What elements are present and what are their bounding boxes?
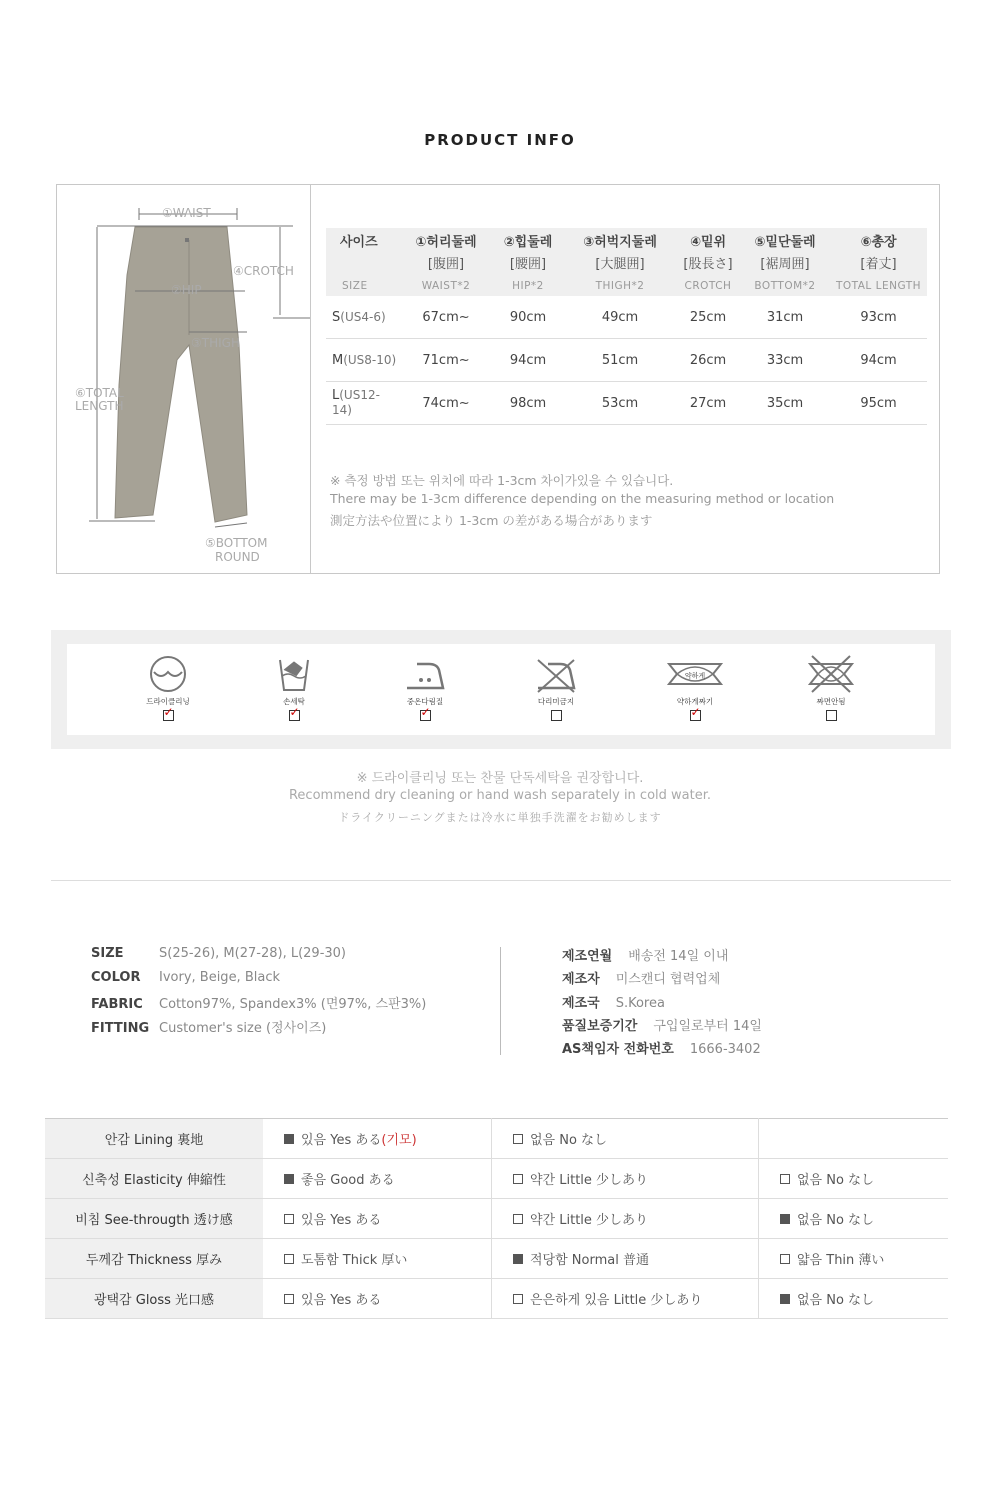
attr-label: 비침 See-througth 透け感 (45, 1199, 263, 1239)
total-length-label-1: ⑥TOTAL (75, 386, 124, 400)
option-checkbox (284, 1254, 294, 1264)
spec-size: SIZE S(25-26), M(27-28), L(29-30) (91, 946, 346, 961)
pants-diagram (57, 185, 311, 573)
wring-gently-icon (665, 654, 725, 694)
option-checkbox (513, 1174, 523, 1184)
care-note-ko: ※ 드라이클리닝 또는 찬물 단독세탁을 권장합니다. (356, 771, 644, 786)
attr-option: 얇음 Thin 薄い (759, 1239, 949, 1279)
spec-manufacture-date: 제조연월 배송전 14일 이내 (562, 949, 729, 964)
measure-note-ko: ※ 측정 방법 또는 위치에 따라 1-3cm 차이가있을 수 있습니다. (330, 473, 674, 488)
value-cell: 95cm (830, 382, 927, 425)
attr-label: 신축성 Elasticity 伸縮性 (45, 1159, 263, 1199)
option-checkbox (284, 1214, 294, 1224)
value-cell: 90cm (492, 296, 564, 339)
attr-label: 두께감 Thickness 厚み (45, 1239, 263, 1279)
option-checkbox (513, 1214, 523, 1224)
option-checkbox (284, 1174, 294, 1184)
value-cell: 94cm (492, 339, 564, 382)
option-checkbox (780, 1254, 790, 1264)
attr-option: 은은하게 있음 Little 少しあり (492, 1279, 759, 1319)
care-label: 약하게짜기 (676, 697, 714, 706)
attr-label: 안감 Lining 裏地 (45, 1119, 263, 1159)
size-cell: M(US8-10) (326, 339, 400, 382)
size-row-l (326, 382, 927, 425)
header-waist: ①허리둘레 [腹囲] WAIST*2 (400, 228, 492, 296)
care-label: 중온다림질 (406, 697, 444, 706)
header-size: 사이즈 SIZE (326, 228, 400, 296)
value-cell: 53cm (564, 382, 676, 425)
care-label: 손세탁 (283, 697, 305, 706)
attr-option: 있음 Yes ある (263, 1199, 492, 1239)
care-checkbox (690, 710, 701, 721)
section-divider (51, 880, 951, 881)
iron-icon (403, 654, 447, 694)
care-panel (51, 630, 951, 749)
value-cell: 51cm (564, 339, 676, 382)
attr-option: 좋음 Good ある (263, 1159, 492, 1199)
care-label: 드라이클리닝 (146, 697, 190, 706)
thigh-label: ③THIGH (191, 336, 240, 350)
pants-illustration (57, 185, 310, 573)
spec-color: COLOR Ivory, Beige, Black (91, 970, 280, 985)
care-panel-inner (67, 644, 935, 735)
measure-note-en: There may be 1-3cm difference depending on the measuring method or location (330, 491, 835, 506)
option-checkbox (513, 1294, 523, 1304)
attr-option: 도톰함 Thick 厚い (263, 1239, 492, 1279)
value-cell: 74cm~ (400, 382, 492, 425)
bottom-round-label-2: ROUND (215, 550, 260, 564)
care-note-jp: ドライクリーニングまたは冷水に単独手洗濯をお勧めします (338, 811, 662, 824)
attr-option: 없음 No なし (759, 1279, 949, 1319)
spec-as-phone: AS책임자 전화번호 1666-3402 (562, 1042, 761, 1057)
option-checkbox (513, 1254, 523, 1264)
size-cell: L(US12-14) (326, 382, 400, 425)
attr-label: 광택감 Gloss 光口感 (45, 1279, 263, 1319)
header-thigh: ③허벅지둘레 [大腿囲] THIGH*2 (564, 228, 676, 296)
attr-option: 없음 No なし (759, 1159, 949, 1199)
value-cell: 33cm (740, 339, 830, 382)
attr-option: 약간 Little 少しあり (492, 1199, 759, 1239)
size-table-header (326, 228, 927, 296)
no-wring-icon (806, 654, 856, 694)
care-label: 다리미금지 (537, 697, 575, 706)
header-crotch: ④밑위 [股長さ] CROTCH (676, 228, 740, 296)
value-cell: 93cm (830, 296, 927, 339)
hand-wash-icon (272, 654, 316, 694)
care-item-hand-wash (249, 654, 339, 721)
spec-fitting: FITTING Customer's size (정사이즈) (91, 1021, 327, 1036)
care-checkbox (551, 710, 562, 721)
option-checkbox (513, 1134, 523, 1144)
value-cell: 26cm (676, 339, 740, 382)
product-info-box (56, 184, 940, 574)
value-cell: 27cm (676, 382, 740, 425)
value-cell: 49cm (564, 296, 676, 339)
value-cell: 98cm (492, 382, 564, 425)
care-item-wring-gently (650, 654, 740, 721)
attr-option: 약간 Little 少しあり (492, 1159, 759, 1199)
attr-row-gloss (45, 1279, 948, 1319)
waist-label: ①WAIST (162, 206, 211, 220)
option-checkbox (780, 1294, 790, 1304)
care-item-iron (380, 654, 470, 721)
care-item-no-iron (511, 654, 601, 721)
no-iron-icon (534, 654, 578, 694)
care-checkbox (826, 710, 837, 721)
spec-fabric: FABRIC Cotton97%, Spandex3% (면97%, 스판3%) (91, 997, 427, 1012)
attr-row-lining (45, 1119, 948, 1159)
care-checkbox (420, 710, 431, 721)
attr-option: 있음 Yes ある(기모) (263, 1119, 492, 1159)
attributes-table (45, 1118, 948, 1319)
attr-option: 적당함 Normal 普通 (492, 1239, 759, 1279)
attr-row-elasticity (45, 1159, 948, 1199)
crotch-label: ④CROTCH (233, 264, 294, 278)
page-title: PRODUCT INFO (424, 131, 576, 149)
value-cell: 71cm~ (400, 339, 492, 382)
care-checkbox (163, 710, 174, 721)
wring-gently-text: 약하게 (684, 672, 706, 680)
care-checkbox (289, 710, 300, 721)
attr-option-empty (759, 1119, 949, 1159)
care-item-dry-clean (123, 654, 213, 721)
care-item-no-wring (786, 654, 876, 721)
size-row-m (326, 339, 927, 382)
value-cell: 67cm~ (400, 296, 492, 339)
option-checkbox (780, 1214, 790, 1224)
attr-option: 없음 No なし (759, 1199, 949, 1239)
attr-option: 없음 No なし (492, 1119, 759, 1159)
spec-warranty: 품질보증기간 구입일로부터 14일 (562, 1019, 762, 1034)
header-total-length: ⑥총장 [着丈] TOTAL LENGTH (830, 228, 927, 296)
total-length-label-2: LENGTH (75, 399, 124, 413)
attr-row-see-through (45, 1199, 948, 1239)
attr-option: 있음 Yes ある (263, 1279, 492, 1319)
value-cell: 25cm (676, 296, 740, 339)
hip-label: ②HIP (171, 283, 202, 297)
attr-row-thickness (45, 1239, 948, 1279)
size-row-s (326, 296, 927, 339)
care-label: 짜면안됨 (816, 697, 846, 706)
dry-clean-icon (146, 654, 190, 694)
value-cell: 35cm (740, 382, 830, 425)
spec-divider (500, 947, 501, 1055)
size-cell: S(US4-6) (326, 296, 400, 339)
care-note-en: Recommend dry cleaning or hand wash separately in cold water. (288, 788, 711, 803)
header-hip: ②힙둘레 [腰囲] HIP*2 (492, 228, 564, 296)
spec-manufacturer: 제조자 미스캔디 협력업체 (562, 972, 721, 987)
value-cell: 31cm (740, 296, 830, 339)
value-cell: 94cm (830, 339, 927, 382)
option-checkbox (284, 1294, 294, 1304)
option-checkbox (780, 1174, 790, 1184)
bottom-round-label-1: ⑤BOTTOM (205, 536, 268, 550)
measure-note-jp: 測定方法や位置により 1-3cm の差がある場合があります (330, 513, 653, 528)
option-checkbox (284, 1134, 294, 1144)
spec-country: 제조국 S.Korea (562, 996, 665, 1011)
size-table (326, 228, 927, 425)
header-bottom: ⑤밑단둘레 [裾周囲] BOTTOM*2 (740, 228, 830, 296)
